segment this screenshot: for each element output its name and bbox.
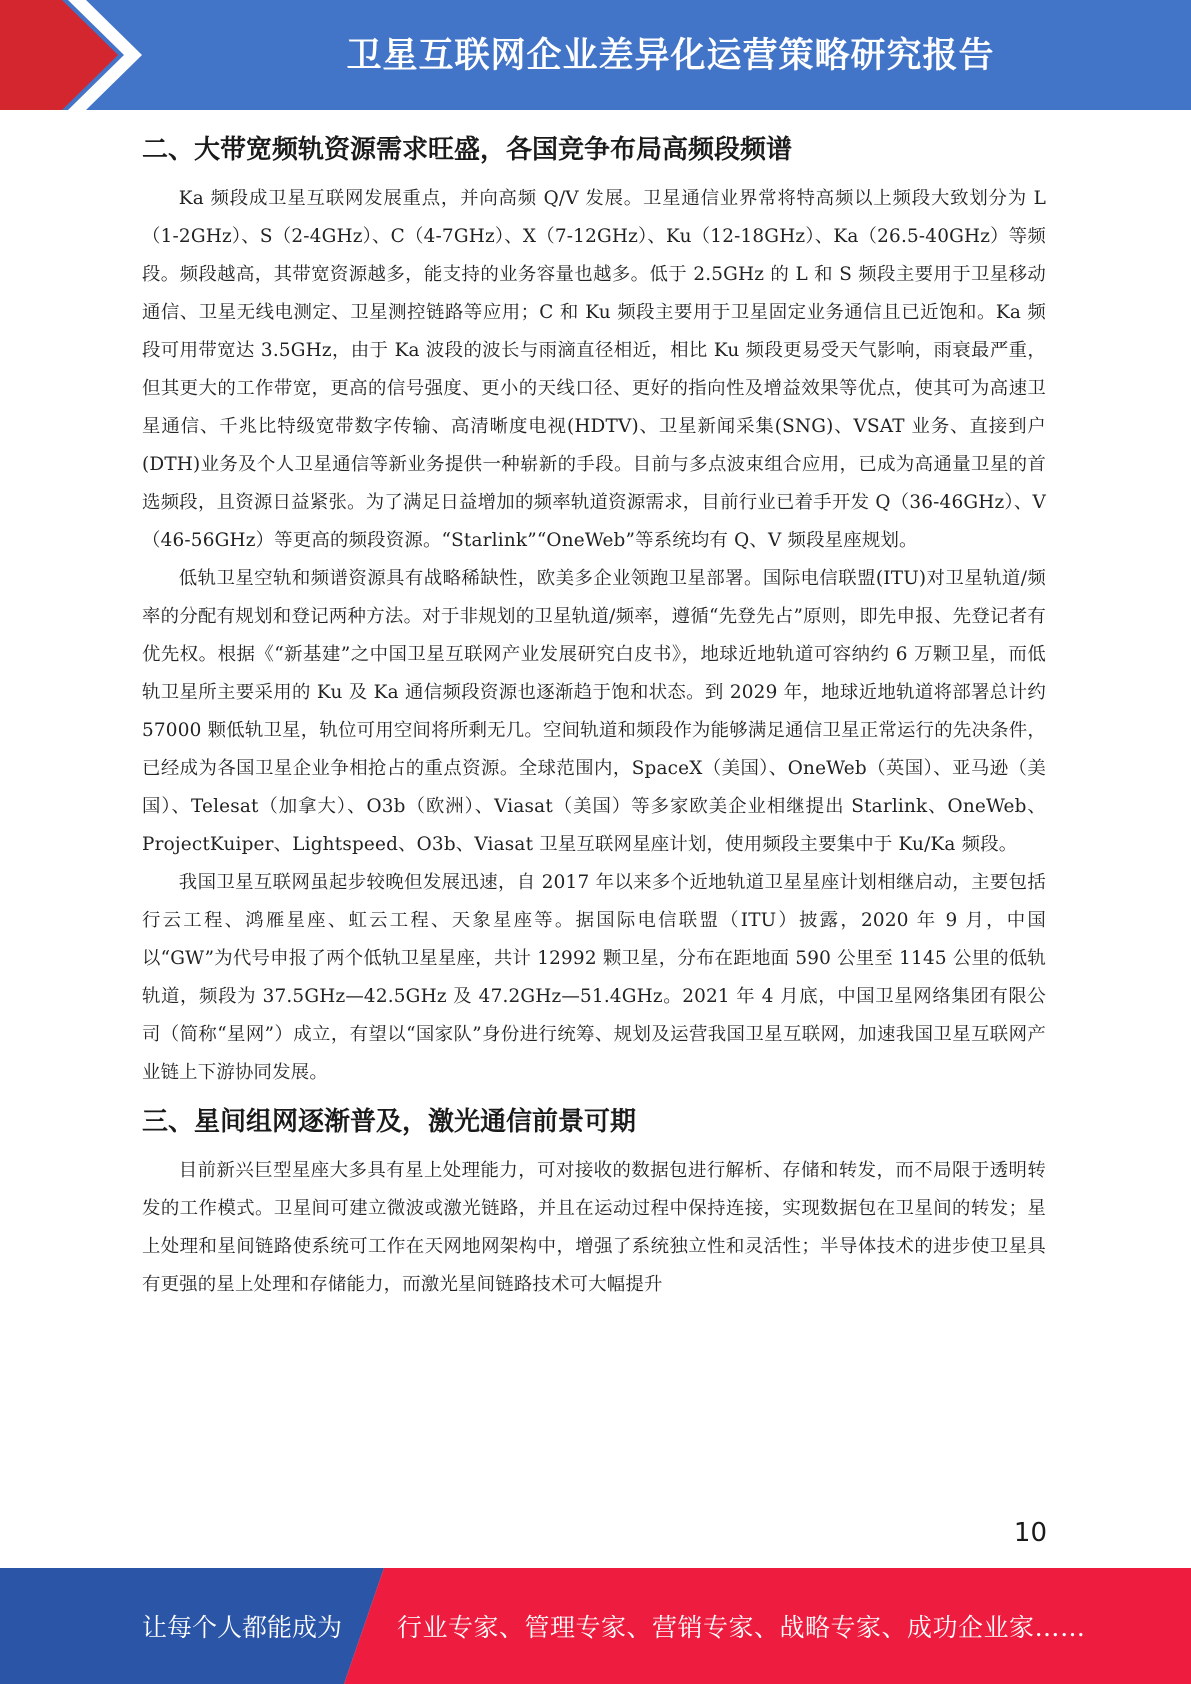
page-number: 10 — [1013, 1518, 1047, 1548]
section-heading: 二、大带宽频轨资源需求旺盛，各国竞争布局高频段频谱 — [142, 135, 793, 165]
footer-slogan-right: 行业专家、管理专家、营销专家、战略专家、成功企业家…… — [397, 1613, 1086, 1642]
red-arrow-decoration — [0, 0, 148, 110]
page-header-bar — [0, 0, 1191, 110]
footer-slogan-left: 让每个人都能成为 — [142, 1613, 343, 1642]
paragraph: 我国卫星互联网虽起步较晚但发展迅速，自 2017 年以来多个近地轨道卫星星座计划相继启动，主要包括行云工程、鸿雁星座、虹云工程、天象星座等。据国际电信联盟（ITU）披露，2020 年 9 月，中国以“GW”为代号申报了两个低轨卫星星座，共计 12992 颗卫星，分布在距地面 590 公里至 1145 公里的低轨轨道，频段为 37.5GHz—42.5GHz 及 47.2GHz—51.4GHz。2021 年 4 月底，中国卫星网络集团有限公司（简称“星网”）成立，有望以“国家队”身份进行统筹、规划及运营我国卫星互联网，加速我国卫星互联网产业链上下游协同发展。 — [142, 872, 1046, 1083]
page-footer-bar — [0, 1568, 1191, 1684]
report-title: 卫星互联网企业差异化运营策略研究报告 — [346, 36, 995, 76]
paragraph: 目前新兴巨型星座大多具有星上处理能力，可对接收的数据包进行解析、存储和转发，而不局限于透明转发的工作模式。卫星间可建立微波或激光链路，并且在运动过程中保持连接，实现数据包在卫星间的转发；星上处理和星间链路使系统可工作在天网地网架构中，增强了系统独立性和灵活性；半导体技术的进步使卫星具有更强的星上处理和存储能力，而激光星间链路技术可大幅提升 — [142, 1160, 1046, 1295]
section-heading: 三、星间组网逐渐普及，激光通信前景可期 — [142, 1107, 637, 1137]
page-content — [142, 120, 1046, 1304]
paragraph: 低轨卫星空轨和频谱资源具有战略稀缺性，欧美多企业领跑卫星部署。国际电信联盟(ITU)对卫星轨道/频率的分配有规划和登记两种方法。对于非规划的卫星轨道/频率，遵循“先登先占”原则，即先申报、先登记者有优先权。根据《“新基建”之中国卫星互联网产业发展研究白皮书》，地球近地轨道可容纳约 6 万颗卫星，而低轨卫星所主要采用的 Ku 及 Ka 通信频段资源也逐渐趋于饱和状态。到 2029 年，地球近地轨道将部署总计约 57000 颗低轨卫星，轨位可用空间将所剩无几。空间轨道和频段作为能够满足通信卫星正常运行的先决条件，已经成为各国卫星企业争相抢占的重点资源。全球范围内，SpaceX（美国）、OneWeb（英国）、亚马逊（美国）、Telesat（加拿大）、O3b（欧洲）、Viasat（美国）等多家欧美企业相继提出 Starlink、OneWeb、ProjectKuiper、Lightspeed、O3b、Viasat 卫星互联网星座计划，使用频段主要集中于 Ku/Ka 频段。 — [142, 568, 1046, 855]
paragraph: Ka 频段成卫星互联网发展重点，并向高频 Q/V 发展。卫星通信业界常将特高频以上频段大致划分为 L（1-2GHz）、S（2-4GHz）、C（4-7GHz）、X（7-12GHz）、Ku（12-18GHz）、Ka（26.5-40GHz）等频段。频段越高，其带宽资源越多，能支持的业务容量也越多。低于 2.5GHz 的 L 和 S 频段主要用于卫星移动通信、卫星无线电测定、卫星测控链路等应用；C 和 Ku 频段主要用于卫星固定业务通信且已近饱和。Ka 频段可用带宽达 3.5GHz，由于 Ka 波段的波长与雨滴直径相近，相比 Ku 频段更易受天气影响，雨衰最严重，但其更大的工作带宽，更高的信号强度、更小的天线口径、更好的指向性及增益效果等优点，使其可为高速卫星通信、千兆比特级宽带数字传输、高清晰度电视(HDTV)、卫星新闻采集(SNG)、VSAT 业务、直接到户(DTH)业务及个人卫星通信等新业务提供一种崭新的手段。目前与多点波束组合应用，已成为高通量卫星的首选频段，且资源日益紧张。为了满足日益增加的频率轨道资源需求，目前行业已着手开发 Q（36-46GHz）、V（46-56GHz）等更高的频段资源。“Starlink”“OneWeb”等系统均有 Q、V 频段星座规划。 — [142, 188, 1046, 551]
